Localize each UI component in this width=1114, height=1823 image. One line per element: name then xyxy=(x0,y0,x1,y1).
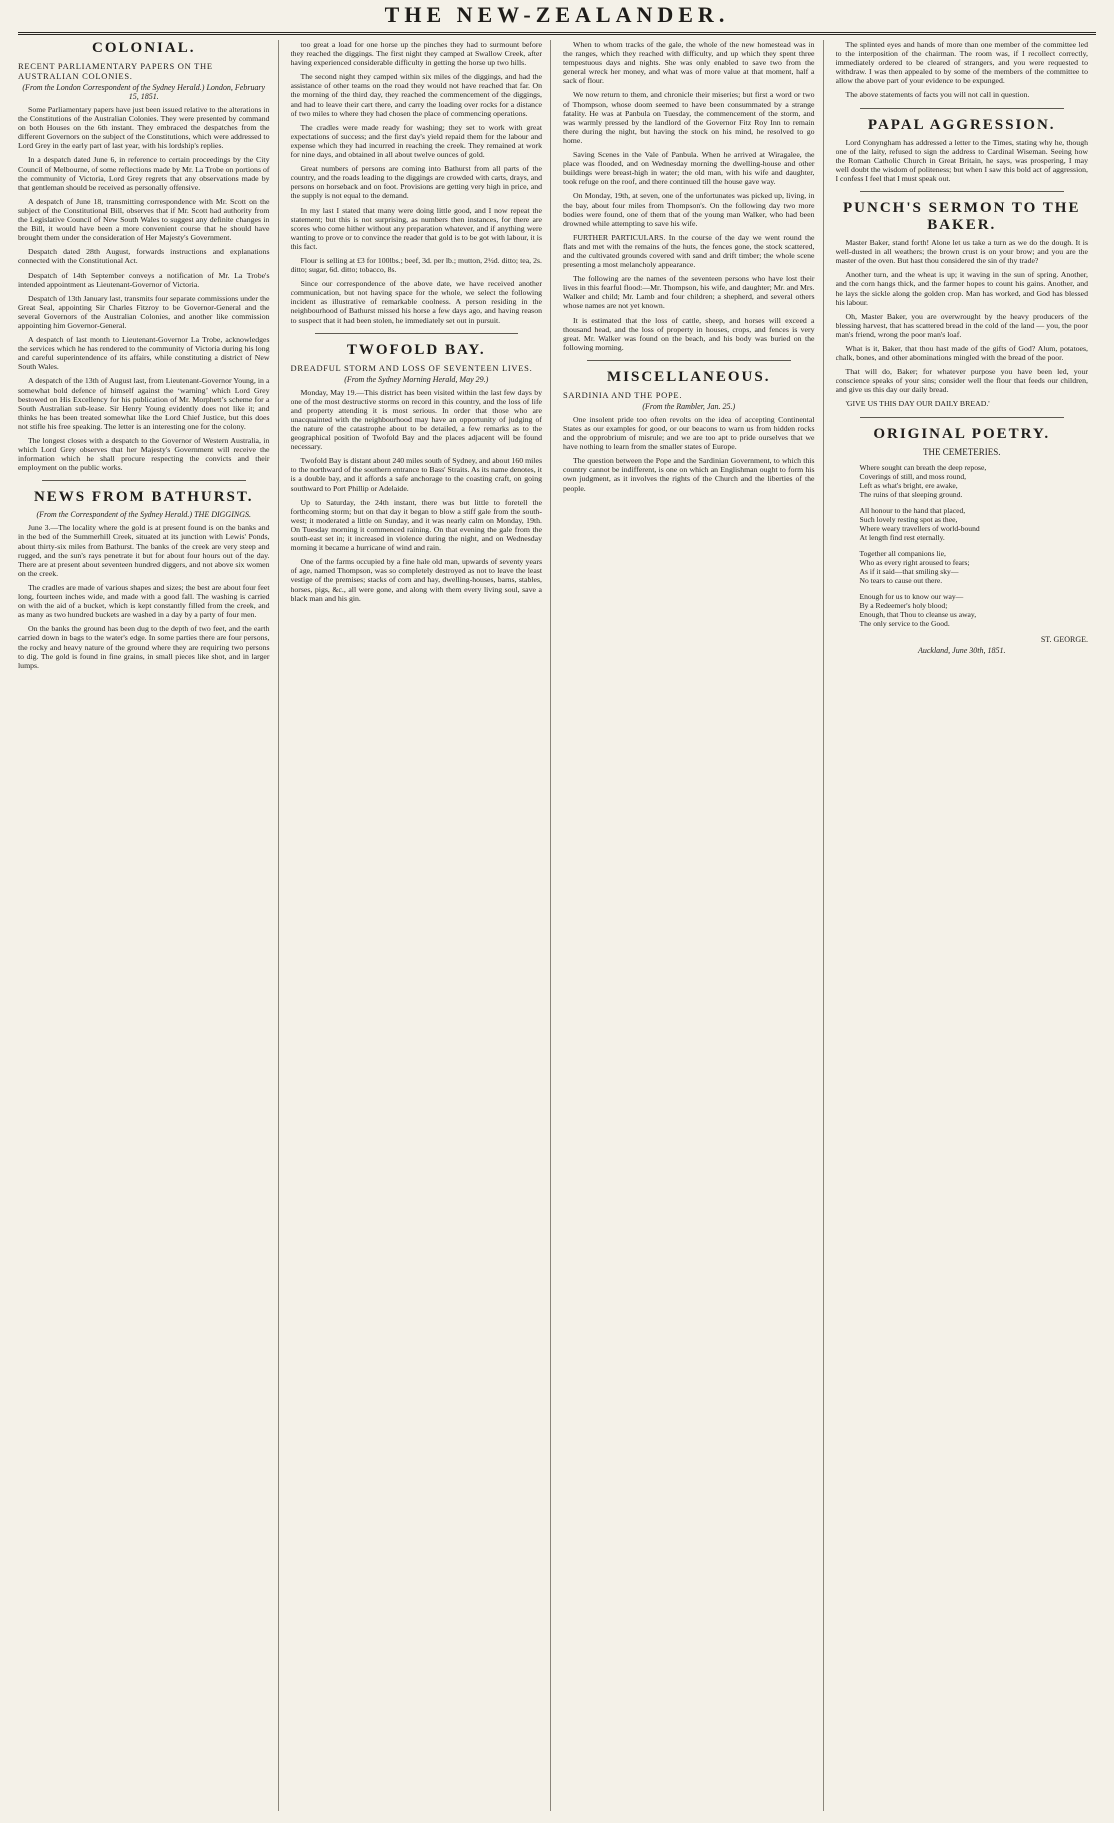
column-1 xyxy=(18,40,279,1811)
article-paragraph: A despatch of the 13th of August last, from Lieutenant-Governor Young, in a somewhat bold defence of himself against the ‘warning’ which Lord Grey bestowed on His Excellency for his publication of Mr. Morphett’s scheme for a South Australian sub-lease. Sir Henry Young evidently does not like it; and thinks he has been treated somewhat like the Lord Chief Justice, but this does not stifle his free speaking. The letter is an interesting one for the colony. xyxy=(18,376,270,431)
article-paragraph: The question between the Pope and the Sardinian Government, to which this country cannot be indifferent, is one on which an Englishman ought to form his own judgment, as it involves the rights of the Church and the liberties of the people. xyxy=(563,456,815,493)
poem-dateline: Auckland, June 30th, 1851. xyxy=(917,645,1006,655)
article-paragraph: Up to Saturday, the 24th instant, there was but little to foretell the forthcoming storm; but on that day it began to blow a stiff gale from the south-west; it moderated a little on Sunday, and it was nearly calm on Monday, 19th. On Tuesday morning it commenced raining. On that evening the gale from the south-east set in; it increased in violence during the night, and on Wednesday morning it became a hurricane of wind and rain. xyxy=(290,497,542,553)
masthead-title: THE NEW-ZEALANDER. xyxy=(18,2,1096,35)
article-paragraph: When to whom tracks of the gale, the whole of the new homestead was in the ranges, which they reached with difficulty, and up which they spent three tempestuous days and nights. She was only enabled to save two from the general wreck her money, and what was of more value at that moment, half a sack of flour. xyxy=(563,40,815,86)
poem-stanza: All honour to the hand that placed, Such lovely resting spot as thee, Where weary travellers of world-bound At length find rest eternally. xyxy=(859,505,980,542)
article-paragraph: Since our correspondence of the above date, we have received another communication, but not having space for the whole, we select the following incident as illustrative of remarkable coolness. A person residing in the neighbourhood of Bathurst missed his horse a few days ago, and having reason to suspect that it had been stolen, he immediately set out in pursuit. xyxy=(290,279,542,325)
article-paragraph: Lord Conyngham has addressed a letter to the Times, stating why he, though one of the laity, refused to sign the address to Cardinal Wiseman. Seeing how the Roman Catholic Church in Great Britain, he says, was prospering, I may well doubt the wisdom of politeness; but when I saw this bold act of aggression, I confess I feel that I must speak out. xyxy=(835,137,1088,183)
section-heading: MISCELLANEOUS. xyxy=(607,368,771,385)
article-paragraph: The above statements of facts you will not call in question. xyxy=(845,90,1030,100)
section-heading: COLONIAL. xyxy=(92,40,196,56)
section-heading: ORIGINAL POETRY. xyxy=(873,425,1051,442)
article-paragraph: It is estimated that the loss of cattle, sheep, and horses will exceed a thousand head, and the loss of property in houses, crops, and fences is very great. Mr. Walker was found on the beach, and his body was buried on the following morning. xyxy=(563,315,815,352)
section-divider xyxy=(860,417,1065,418)
section-heading: PAPAL AGGRESSION. xyxy=(867,116,1056,133)
poem-stanza: Where sought can breath the deep repose, Coverings of still, and moss round, Left as what's bright, ere awake, The ruins of that sleeping ground. xyxy=(859,462,987,499)
poem xyxy=(836,447,1089,655)
section-divider xyxy=(587,360,791,361)
column-4 xyxy=(836,40,1097,1811)
article-paragraph: The second night they camped within six miles of the diggings, and had the assistance of other teams on the road they would not have reached that far. On the morning of the third day, they reached the commencement of the diggings, and had to leave their cart there, and carry the loading over rocks for a distance of two miles to where they had chosen the place of commencing operations. xyxy=(290,72,542,118)
section-source-caption: (From the London Correspondent of the Sydney Herald.) London, February 15, 1851. xyxy=(22,83,266,101)
section-source-caption: (From the Sydney Morning Herald, May 29.) xyxy=(344,374,489,384)
article-paragraph: The cradles are made of various shapes and sizes; the best are about four feet long, fourteen inches wide, and made with a good fall. The washing is carried on with the aid of a bucket, which is kept constantly filled from the creek, and as many as two hundred buckets are washed in a day by a party of four men. xyxy=(18,582,270,620)
article-paragraph: One of the farms occupied by a fine hale old man, upwards of seventy years of age, named Thompson, was so completely destroyed as not to leave the least vestige of the premises; stacks of corn and hay, dwelling-houses, barns, stables, horses, pigs, &c., all were gone, and along with them every living soul, save a black man and his gin. xyxy=(290,557,542,603)
section-divider xyxy=(315,333,519,334)
article-paragraph: Another turn, and the wheat is up; it waving in the sun of spring. Another, and the corn hangs thick, and the farmer hopes to count his gains. Another, and he lays the sickle along the golden crop. Man has worked, and God has blessed his labour. xyxy=(835,270,1088,307)
article-paragraph: In a despatch dated June 6, in reference to certain proceedings by the City Council of Melbourne, of some reflections made by Mr. La Trobe on portions of the community of Victoria, Lord Grey regrets that any observations made by that gentleman should be received as personally offensive. xyxy=(18,155,270,192)
article-paragraph: A despatch of last month to Lieutenant-Governor La Trobe, acknowledges the services which he has rendered to the community of Victoria during his long and careful superintendence of its affairs, while constituting a district of New South Wales. xyxy=(18,335,270,372)
article-paragraph: We now return to them, and chronicle their miseries; but first a word or two of Thompson, whose doom seemed to have been consummated by a strange fatality. He was at Panbula on Tuesday, the commencement of the storm, and was warmly pressed by the landlord of the Governor Fitz Roy Inn to remain there during the night, but having the stock on his mind, he resolved to go home. xyxy=(563,90,815,145)
section-subheading: RECENT PARLIAMENTARY PAPERS ON THE AUSTRALIAN COLONIES. xyxy=(18,61,213,81)
poem-title: THE CEMETERIES. xyxy=(923,446,1001,457)
section-subheading: DREADFUL STORM AND LOSS OF SEVENTEEN LIVES. xyxy=(290,362,533,373)
article-paragraph: FURTHER PARTICULARS. In the course of the day we went round the flats and met with the remains of the huts, the fences gone, the stock scattered, and the cultivated grounds covered with sand and drift timber; the whole scene presenting a most melancholy appearance. xyxy=(563,232,815,270)
article-paragraph: The longest closes with a despatch to the Governor of Western Australia, in which Lord Grey observes that her Majesty's Government will receive the information which he shall procure respecting the convicts and their employment on the public works. xyxy=(18,436,270,473)
section-heading: NEWS FROM BATHURST. xyxy=(33,489,254,506)
article-paragraph: In my last I stated that many were doing little good, and I now repeat the statement; but this is not surprising, as numbers then instances, for there are scores who come hither without any preparation whatever, and if anything were wanting to prove or to convince the reader that gold is to be got with labour, it is this fact. xyxy=(290,205,542,251)
section-source-caption: (From the Correspondent of the Sydney Herald.) THE DIGGINGS. xyxy=(36,510,251,520)
article-paragraph: too great a load for one horse up the pinches they had to surmount before they reached the diggings. The first night they camped at Swallow Creek, after having experienced considerable difficulty in getting the horse up two hills. xyxy=(290,40,542,68)
poem-signature: ST. GEORGE. xyxy=(1040,634,1088,644)
article-paragraph: 'GIVE US THIS DAY OUR DAILY BREAD.' xyxy=(845,399,990,409)
article-paragraph: Saving Scenes in the Vale of Panbula. When he arrived at Wiragalee, the place was flooded, and on Wednesday morning the dwelling-house and other buildings were breast-high in water; the old man, with his wife and daughter, took refuge on the roof, and there continued till the house gave way. xyxy=(563,150,815,187)
article-paragraph: The cradles were made ready for washing; they set to work with great expectations of success; and the first day's yield repaid them for the labour and expense which they had incurred in reaching the creek. They remained at work for nine days, and obtained in all about twelve ounces of gold. xyxy=(290,122,542,160)
section-heading: PUNCH'S SERMON TO THE BAKER. xyxy=(843,200,1081,234)
section-heading: TWOFOLD BAY. xyxy=(346,341,486,358)
article-paragraph: What is it, Baker, that thou hast made of the gifts of God? Alum, potatoes, chalk, bones, and other abominations mingled with the bread of the poor. xyxy=(835,343,1088,363)
article-columns xyxy=(18,40,1096,1811)
article-paragraph: Despatch dated 28th August, forwards instructions and explanations connected with the Constitutional Act. xyxy=(18,247,270,266)
article-paragraph: One insolent pride too often revolts on the idea of accepting Continental States as our examples for good, or our beacons to warn us from hidden rocks and the opprobrium of misrule; and we are too apt to pride ourselves that we have nothing to learn from the smaller states of Europe. xyxy=(563,414,815,452)
article-paragraph: Twofold Bay is distant about 240 miles south of Sydney, and about 160 miles to the northward of the southern entrance to Bass' Straits. As its name denotes, it is a double bay, and it affords a safe anchorage to the coasting craft, on going southward to Port Phillip or Adelaide. xyxy=(290,456,542,493)
column-2 xyxy=(291,40,552,1811)
article-paragraph: Despatch of 14th September conveys a notification of Mr. La Trobe's intended appointment as Lieutenant-Governor of Victoria. xyxy=(18,270,270,289)
article-paragraph: A despatch of June 18, transmitting correspondence with Mr. Scott on the subject of the Constitutional Bill, observes that if Mr. Scott had authority from the Legislative Council of New South Wales to suggest any definite changes in the Bill, it would have been a more convenient course that he should have brought them under the consideration of Her Majesty's Government. xyxy=(18,196,270,243)
column-3 xyxy=(563,40,824,1811)
article-paragraph: On Monday, 19th, at seven, one of the unfortunates was picked up, living, in the bay, about four miles from Thompson's. On the following day two more bodies were found, one of them that of the young man Walker, who had been drowned while attempting to save his wife. xyxy=(563,191,815,228)
article-paragraph: Oh, Master Baker, you are overwrought by the heavy producers of the blessing harvest, that has scattered bread in the cold of the land — you, the poor man's friend, wrong the poor man's loaf. xyxy=(835,311,1088,339)
section-subheading: SARDINIA AND THE POPE. xyxy=(563,389,683,400)
section-divider xyxy=(860,191,1065,192)
section-divider xyxy=(42,480,246,481)
article-paragraph: Monday, May 19.—This district has been visited within the last few days by one of the most destructive storms on record in this country, and the loss of life and property attending it is most serious. In order that those who are unacquainted with the neighbourhood may have an opportunity of judging of the nature of the catastrophe about to be detailed, a few remarks as to the geographical position of Twofold Bay and the places adjacent will be found necessary. xyxy=(290,387,542,452)
article-paragraph: The splinted eyes and hands of more than one member of the committee led to the interposition of the chairman. The room was, if I recollect correctly, immediately ordered to be cleared of strangers, and you were requested to withdraw. I was then appealed to by some of the members of the committee to allow the above part of your evidence to be expunged. xyxy=(835,40,1088,86)
section-divider xyxy=(860,108,1065,109)
poem-stanza: Enough for us to know our way— By a Redeemer's holy blood; Enough, that Thou to cleanse us away, The only service to the Good. xyxy=(859,591,977,628)
article-paragraph: Great numbers of persons are coming into Bathurst from all parts of the country, and the roads leading to the diggings are crowded with carts, drays, and persons on horseback and on foot. Provisions are getting very high in price, and the supply is not equal to the demand. xyxy=(290,164,542,201)
article-paragraph: The following are the names of the seventeen persons who have lost their lives in this fearful flood:—Mr. Thompson, his wife, and daughter; Mr. and Mrs. Walker and child; Mr. Lamb and four children; a shepherd, and several others whose names are not yet known. xyxy=(563,274,815,311)
section-source-caption: (From the Rambler, Jan. 25.) xyxy=(642,401,736,411)
poem-stanza: Together all companions lie, Who as every right aroused to fears; As if it said—that smiling sky— No tears to cause out there. xyxy=(859,548,970,585)
article-paragraph: On the banks the ground has been dug to the depth of two feet, and the earth carried down in bags to the water's edge. In some parties there are four persons, the rocky and heavy nature of the ground where they are requiring two persons to dig. The gold is found in fine grains, in small pieces like shot, and in larger lumps. xyxy=(18,624,270,670)
article-paragraph: Master Baker, stand forth! Alone let us take a turn as we do the dough. It is well-dusted in all weathers; the brown crust is on your brow; and you are the master of the oven. But hast thou considered the sin of thy trade? xyxy=(835,238,1088,266)
article-paragraph: June 3.—The locality where the gold is at present found is on the banks and in the bed of the Summerhill Creek, situated at its junction with Lewis' Ponds, about thirty-six miles from Bathurst. The banks of the creek are very steep and rugged, and the sun's rays penetrate it but for about four hours out of the day. There are at present about seventeen hundred diggers, and not above six women on the creek. xyxy=(18,523,270,578)
article-paragraph: That will do, Baker; for whatever purpose you have been led, your conscience speaks of your sins; consider well the flour that feeds our children, and give us this day our daily bread. xyxy=(835,367,1088,395)
article-paragraph: Some Parliamentary papers have just been issued relative to the alterations in the Constitutions of the Australian Colonies. They were presented by command on both Houses on the 6th instant. They embraced the despatches from the different Governors on the subject of the Constitutions, which were addressed to Lord Grey in the early part of last year, with his lordship's replies. xyxy=(18,105,270,151)
article-paragraph: Despatch of 13th January last, transmits four separate commissions under the Great Seal, appointing Sir Charles Fitzroy to be Governor-General and the several Governors of the Australian Colonies, and another like commission appointing him Governor-General. xyxy=(18,293,270,330)
article-paragraph: Flour is selling at £3 for 100lbs.; beef, 3d. per lb.; mutton, 2½d. ditto; tea, 2s. ditto; sugar, 6d. ditto; tobacco, 8s. xyxy=(290,255,542,275)
